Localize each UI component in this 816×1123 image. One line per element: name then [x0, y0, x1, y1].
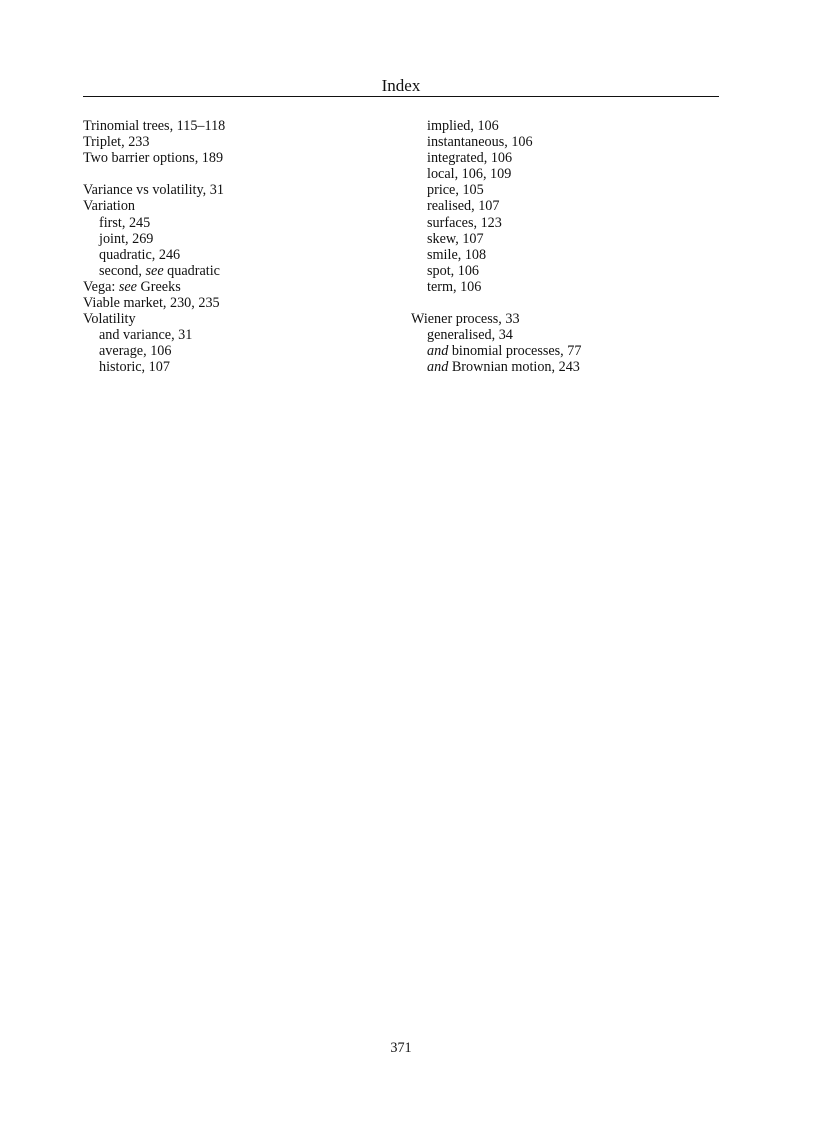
index-entry — [83, 295, 383, 311]
entry-text: instantaneous, 106 — [427, 134, 533, 151]
index-column-left — [83, 118, 383, 376]
entry-text-tail: Greeks — [136, 278, 181, 295]
entry-text: Viable market, 230, 235 — [83, 295, 220, 312]
entry-text: Triplet, 233 — [83, 134, 150, 151]
index-subentry — [83, 327, 383, 343]
index-subentry — [83, 263, 383, 279]
entry-text: integrated, 106 — [427, 150, 513, 167]
index-entry — [83, 311, 383, 327]
index-subentry — [411, 198, 711, 214]
entry-text: Variance vs volatility, 31 — [83, 182, 224, 199]
index-subentry — [411, 215, 711, 231]
index-entry — [83, 182, 383, 198]
index-subentry — [411, 118, 711, 134]
entry-text: first, 245 — [99, 214, 151, 231]
index-subentry — [83, 231, 383, 247]
entry-text: Wiener process, 33 — [411, 311, 520, 328]
entry-text-tail: binomial processes, 77 — [448, 343, 582, 360]
entry-italic-text: see — [145, 262, 164, 279]
index-entry — [83, 134, 383, 150]
entry-text: generalised, 34 — [427, 327, 513, 344]
entry-text: Volatility — [83, 311, 136, 328]
index-subentry — [411, 231, 711, 247]
entry-text: joint, 269 — [99, 230, 154, 247]
entry-text: implied, 106 — [427, 118, 499, 134]
entry-text-tail: Brownian motion, 243 — [448, 359, 580, 376]
index-subentry — [411, 279, 711, 295]
index-subentry — [411, 327, 711, 343]
index-subentry — [83, 215, 383, 231]
index-entry — [83, 150, 383, 166]
entry-text: smile, 108 — [427, 246, 487, 263]
entry-text: term, 106 — [427, 278, 482, 295]
entry-italic-text: and — [427, 343, 449, 360]
index-subentry — [83, 247, 383, 263]
index-entry — [411, 311, 711, 327]
entry-text: Two barrier options, 189 — [83, 150, 224, 167]
index-subentry — [411, 166, 711, 182]
entry-text: Vega: — [83, 278, 119, 295]
index-subentry — [411, 134, 711, 150]
entry-italic-text: and — [427, 359, 449, 376]
entry-text-tail: quadratic — [163, 262, 220, 279]
entry-text: and variance, 31 — [99, 327, 193, 344]
running-head-title: Index — [381, 76, 421, 95]
entry-text: local, 106, 109 — [427, 166, 512, 183]
index-subentry — [411, 247, 711, 263]
entry-text: Trinomial trees, 115–118 — [83, 118, 226, 134]
index-subentry — [83, 359, 383, 375]
entry-text: surfaces, 123 — [427, 214, 502, 231]
index-entry — [83, 279, 383, 295]
entry-text: Variation — [83, 198, 136, 215]
entry-text: skew, 107 — [427, 230, 484, 247]
index-entry — [83, 118, 383, 134]
index-subentry — [411, 182, 711, 198]
index-column-right — [411, 118, 711, 376]
entry-italic-text: see — [118, 278, 137, 295]
entry-text: price, 105 — [427, 182, 484, 199]
entry-text: historic, 107 — [99, 359, 170, 376]
index-subentry — [411, 263, 711, 279]
index-subentry — [411, 343, 711, 359]
index-subentry — [411, 359, 711, 375]
index-subentry — [411, 150, 711, 166]
entry-text: average, 106 — [99, 343, 172, 360]
page-number: 371 — [390, 1040, 412, 1056]
header-rule — [83, 96, 719, 97]
entry-text: quadratic, 246 — [99, 246, 181, 263]
index-subentry — [83, 343, 383, 359]
index-entry — [83, 198, 383, 214]
entry-text: realised, 107 — [427, 198, 500, 215]
entry-text: spot, 106 — [427, 262, 480, 279]
entry-text: second, — [99, 262, 146, 279]
